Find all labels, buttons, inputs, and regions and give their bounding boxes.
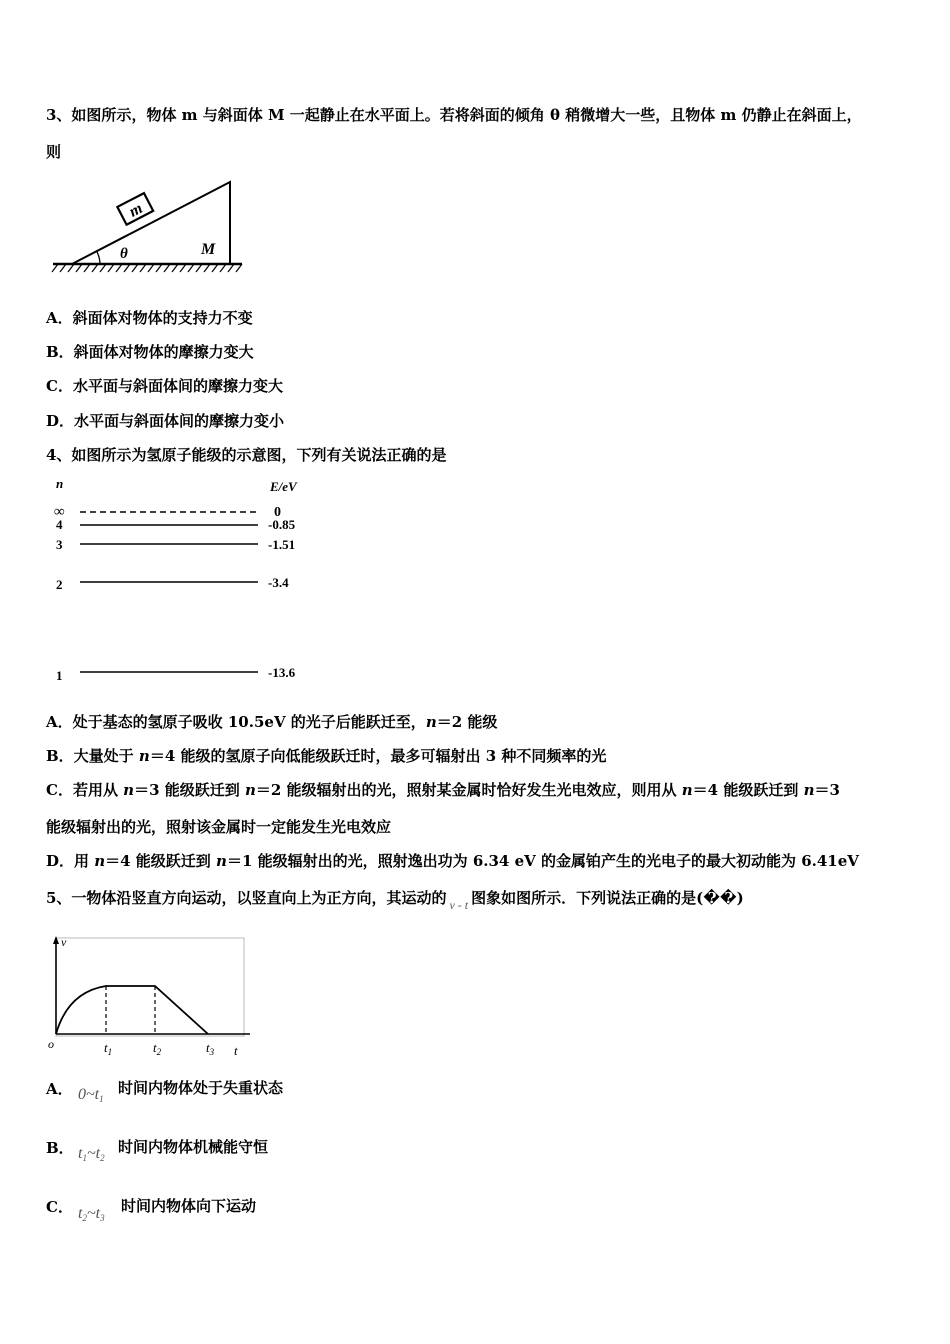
- level-e-inf: 0: [274, 505, 281, 520]
- q4-option-a: [46, 711, 497, 732]
- q5-stem: [46, 887, 744, 913]
- q4-option-c: [46, 779, 840, 800]
- q4-option-b-tail: ＝4 能级的氢原子向低能级跃迁时，最多可辐射出 3 种不同频率的光: [149, 747, 607, 765]
- level-e-2: -3.4: [268, 575, 289, 590]
- q4-option-c-part1: C．若用从: [46, 781, 124, 799]
- q4-option-c-part4: ＝4 能级跃迁到: [692, 781, 804, 799]
- t3-label: $t_3$: [206, 1040, 215, 1057]
- q4-option-c-n4: n: [803, 781, 815, 799]
- e-header: E/eV: [270, 479, 297, 494]
- vt-curve: [56, 986, 208, 1034]
- q3-option-a: A．斜面体对物体的支持力不变: [46, 309, 253, 327]
- q4-stem: 4、如图所示为氢原子能级的示意图，下列有关说法正确的是: [46, 446, 447, 464]
- level-n-3: 3: [56, 537, 63, 552]
- q4-option-a-n: n: [425, 713, 437, 731]
- level-e-3: -1.51: [268, 537, 296, 552]
- q3-stem-line2: 则: [46, 143, 62, 161]
- block-label: m: [126, 199, 146, 221]
- q3-option-d: D．水平面与斜面体间的摩擦力变小: [46, 412, 285, 430]
- level-n-2: 2: [56, 577, 63, 592]
- q3-stem-line1: 3、如图所示，物体 m 与斜面体 M 一起静止在水平面上。若将斜面的倾角 θ 稍微增大一些，且物体 m 仍静止在斜面上，: [46, 106, 862, 124]
- q5-option-a-letter: A．: [46, 1080, 73, 1098]
- angle-label: θ: [120, 246, 128, 262]
- q5-stem-text: 5、一物体沿竖直方向运动，以竖直向上为正方向，其运动的: [46, 889, 447, 907]
- q4-option-c-n2: n: [244, 781, 256, 799]
- block-m: [117, 193, 153, 225]
- q4-option-b: [46, 745, 606, 766]
- level-n-inf: ∞: [54, 504, 65, 520]
- q4-option-c-part3: ＝2 能级辐射出的光，照射某金属时恰好发生光电效应，则用从: [255, 781, 682, 799]
- q5-option-a-math: $0\sim t_1$: [78, 1086, 104, 1104]
- q4-option-c-line2: 能级辐射出的光，照射该金属时一定能发生光电效应: [46, 818, 392, 836]
- q4-option-c-n3: n: [681, 781, 693, 799]
- q4-option-a-text: A．处于基态的氢原子吸收 10.5eV 的光子后能跃迁至，: [46, 713, 426, 731]
- q4-option-d-part3: ＝1 能级辐射出的光，照射逸出功为 6.34 eV 的金属铂产生的光电子的最大初动能为 6.41eV: [226, 852, 859, 870]
- q4-option-a-tail: ＝2 能级: [436, 713, 498, 731]
- q5-option-b-letter: B．: [46, 1139, 74, 1157]
- t-axis-label: t: [234, 1043, 238, 1058]
- q5-stem-end: (��): [696, 889, 744, 907]
- q4-option-d-n1: n: [94, 852, 106, 870]
- q4-option-d-part2: ＝4 能级跃迁到: [105, 852, 217, 870]
- q5-stem-text2: 图象如图所示．下列说法正确的是: [471, 889, 697, 907]
- q4-option-c-part2: ＝3 能级跃迁到: [134, 781, 245, 799]
- q5-option-c-math: $t_2\sim t_3$: [78, 1205, 105, 1223]
- q5-option-a-text: 时间内物体处于失重状态: [118, 1079, 284, 1097]
- incline-figure: [50, 176, 250, 276]
- q5-option-c-text: 时间内物体向下运动: [121, 1197, 257, 1215]
- q4-option-d-n2: n: [216, 852, 227, 870]
- q4-option-d: [46, 850, 859, 871]
- q5-stem-math: v - t: [449, 898, 469, 912]
- n-header: n: [56, 476, 64, 491]
- q4-option-b-n: n: [138, 747, 150, 765]
- level-n-4: 4: [56, 517, 63, 532]
- v-axis-label: v: [61, 935, 67, 949]
- wedge-label: M: [201, 241, 216, 258]
- q5-option-b-text: 时间内物体机械能守恒: [118, 1138, 269, 1156]
- q5-option-b-math: $t_1\sim t_2$: [78, 1145, 105, 1163]
- level-e-1: -13.6: [268, 665, 296, 680]
- t2-label: $t_2$: [153, 1040, 162, 1057]
- q4-option-b-text: B．大量处于: [46, 747, 139, 765]
- level-e-4: -0.85: [268, 517, 296, 532]
- energy-level-diagram: [50, 474, 320, 688]
- q4-option-c-part5: ＝3: [814, 781, 840, 799]
- origin-label: o: [48, 1037, 54, 1051]
- t1-label: $t_1$: [104, 1040, 113, 1057]
- q5-option-c-letter: C．: [46, 1198, 73, 1216]
- q3-option-c: C．水平面与斜面体间的摩擦力变大: [46, 377, 283, 395]
- vt-graph: [44, 934, 256, 1062]
- q4-option-c-n1: n: [123, 781, 135, 799]
- level-n-1: 1: [56, 668, 63, 683]
- q4-option-d-part1: D．用: [46, 852, 95, 870]
- q3-option-b: B．斜面体对物体的摩擦力变大: [46, 343, 254, 361]
